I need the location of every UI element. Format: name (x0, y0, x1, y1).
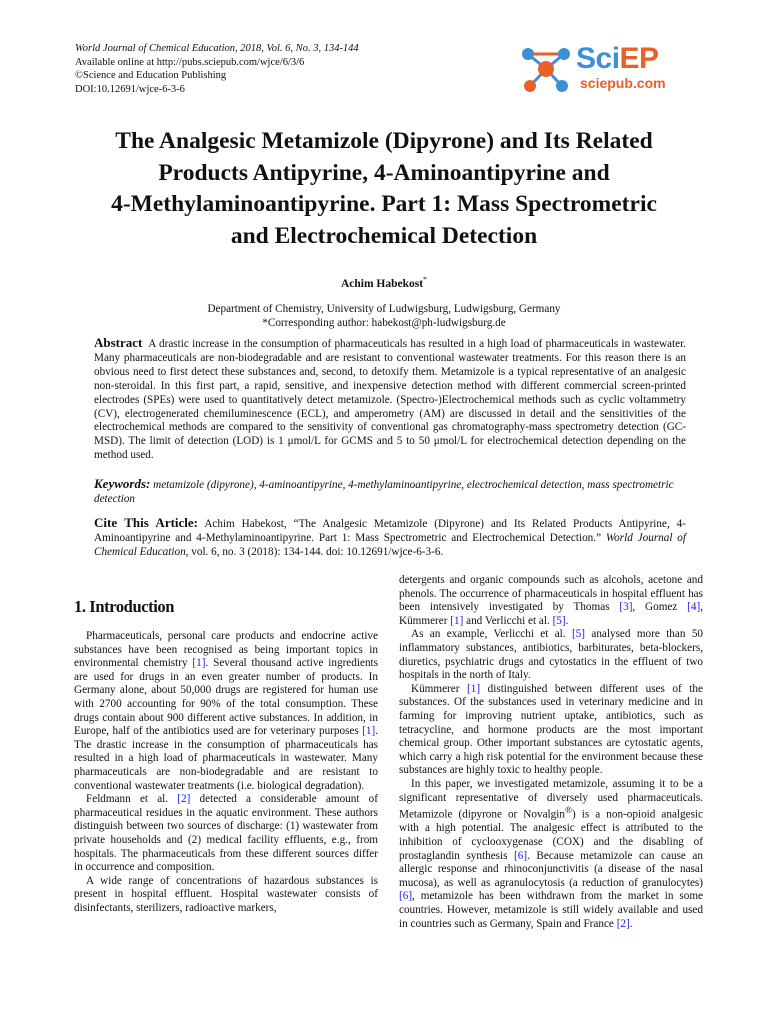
cite-label: Cite This Article: (94, 515, 199, 530)
author-name: Achim Habekost (340, 277, 424, 290)
abstract-label: Abstract (94, 335, 143, 350)
title-line: Products Antipyrine, 4-Aminoantipyrine and (158, 159, 610, 186)
cite-details: , vol. 6, no. 3 (2018): 134-144. doi: 10.12691/wjce-6-3-6. (185, 545, 444, 558)
molecule-icon (518, 42, 574, 96)
citation-link[interactable]: [2] (177, 793, 191, 806)
doi-line[interactable]: DOI:10.12691/wjce-6-3-6 (75, 83, 185, 95)
citation-link[interactable]: [1] (467, 682, 481, 695)
journal-citation: World Journal of Chemical Education, 2018, Vol. 6, No. 3, 134-144 (75, 43, 359, 54)
paragraph: In this paper, we investigated metamizole, assuming it to be a significant representative of diversely used pharmaceuticals. Metamizole (dipyrone or Novalgin®) is a non-opioid analgesic with a high potential. The analgesic effect is attributed to the inhibition of cyclooxygenase (COX) and the disabling of prostaglandin synthesis [6]. Because metamizole can cause an allergic response and rhinoconjunctivitis (a disease of the nasal mucosa), as well as agranulocytosis (a reduction of granulocytes) [6], metamizole has been withdrawn from the market in some countries. However, metamizole is still widely available and used in countries such as Germany, Spain and France [2]. (399, 777, 703, 930)
right-column (399, 574, 703, 931)
citation-link[interactable]: [6] (399, 890, 413, 903)
paragraph: detergents and organic compounds such as alcohols, acetone and phenols. The occurrence of pharmaceuticals in hospital effluent has been intensively investigated by Thomas [3], Gomez [4], Kümmerer [1] and Verlicchi et al. [5]. (399, 574, 703, 627)
title-line: The Analgesic Metamizole (Dipyrone) and Its Related (115, 128, 653, 154)
keywords-label: Keywords: (94, 476, 151, 491)
publisher-line: ©Science and Education Publishing (75, 70, 227, 81)
department: Department of Chemistry, University of Ludwigsburg, Ludwigsburg, Germany (207, 303, 561, 315)
citation-link[interactable]: [3] (619, 601, 633, 614)
online-url[interactable]: Available online at http://pubs.sciepub.com/wjce/6/3/6 (75, 56, 305, 68)
title-line: and Electrochemical Detection (230, 222, 538, 249)
article-title (70, 126, 698, 252)
journal-header (75, 42, 359, 96)
cite-this-article (94, 516, 686, 560)
citation-link[interactable]: [4] (687, 601, 701, 614)
abstract-text: A drastic increase in the consumption of pharmaceuticals has resulted in a high load of pharmaceuticals in wastewater. Many pharmaceuticals are non-biodegradable and are resistant to conventional wastewater treatments. For this reason there is an obvious need to first detect these substances and, second, to detoxify them. Metamizole is a typical representative of an analgesic non-steroidal. In this first part, a rapid, sensitive, and inexpensive detection method with different commercial screen-printed electrodes (SPEs) were used to quantitatively detect metamizole. (Spectro-)Electrochemical methods such as cyclic voltammetry (CV), electrogenerated chemiluminescence (ECL), and amperometry (AM) are discussed in detail and the sensitivities of the electrochemical methods are compared to the sensitivity of conventional gas chromatography-mass spectrometry detection (GC-MSD). The limit of detection (LOD) is 1 μmol/L for GCMS and 5 to 50 μmol/L for electrochemical detection depending on the method used. (94, 338, 686, 462)
citation-link[interactable]: [1] (450, 614, 464, 627)
abstract (94, 336, 686, 463)
citation-link[interactable]: [5] (571, 628, 585, 641)
citation-link[interactable]: [1] (362, 725, 376, 738)
author-line (0, 275, 768, 290)
paragraph: Feldmann et al. [2] detected a considerable amount of pharmaceutical residues in the aquatic environment. These authors distinguish between two sources of discharge: (1) wastewater from private households and (2) medical facility effluents, e.g., from hospitals. The pharmaceuticals from these different sources differ in occurrence and composition. (74, 793, 378, 874)
keywords (94, 477, 686, 507)
paragraph: A wide range of concentrations of hazardous substances is present in hospital effluent. Hospital wastewater consists of disinfectants, sterilizers, radioactive markers, (74, 874, 378, 914)
citation-link[interactable]: [2] (616, 917, 630, 930)
paragraph: As an example, Verlicchi et al. [5] analysed more than 50 inflammatory substances, antibiotics, barbiturates, beta-blockers, diuretics, psychiatric drugs and cytostatics in the effluent of two hospitals in the north of Italy. (399, 628, 704, 682)
title-line: 4-Methylaminoantipyrine. Part 1: Mass Spectrometric (111, 191, 657, 217)
section-heading: 1. Introduction (74, 597, 175, 616)
cite-text: Achim Habekost, “The Analgesic Metamizole (Dipyrone) and Its Related Products Antipyrine, 4-Aminoantipyrine and 4-Methylaminoantipyrine. Part 1: Mass Spectrometric and Electrochemical Detection.” (94, 518, 686, 544)
keywords-text: metamizole (dipyrone), 4-aminoantipyrine, 4-methylaminoantipyrine, electrochemical detection, mass spectrometric detection (94, 479, 674, 505)
cite-journal: World Journal of Chemical Education (94, 531, 687, 558)
sciep-logo[interactable] (518, 44, 693, 94)
paragraph: Pharmaceuticals, personal care products and endocrine active substances have been recognised as being important topics in environmental chemistry [1]. Several thousand active ingredients are used for drugs in an even greater number of products. In Germany alone, about 50,000 drugs are registered for human use with 2700 accounting for 90% of the total consumption. These drugs contain about 900 different active substances. In addition, in Europe, half of the antibiotics used are for veterinary purposes [1]. The drastic increase in the consumption of pharmaceuticals has resulted in a high load of pharmaceuticals in wastewater. Many pharmaceuticals are non-biodegradable and are resistant to conventional wastewater treatments (i.e. biological degradation). (74, 630, 378, 792)
corresponding-author: *Corresponding author: habekost@ph-ludwigsburg.de (262, 317, 506, 329)
left-column (74, 630, 378, 915)
registered-mark: ® (564, 806, 573, 817)
paragraph: Kümmerer [1] distinguished between different uses of the substances. Of the substances used in veterinary medicine and in farming for improving nutrient uptake, antibiotics, such as tetracycline, and hormone products are the most important chemical group. Other important substances are cytostatic agents, which carry a high risk potential for the environment because these substances are highly toxic to healthy people. (399, 682, 703, 777)
logo-url: sciepub.com (580, 75, 666, 91)
citation-link[interactable]: [5] (552, 614, 566, 627)
affiliation (0, 302, 768, 330)
logo-wordmark: SciEP (576, 42, 659, 75)
author-mark: * (423, 275, 428, 284)
citation-link[interactable]: [6] (514, 849, 528, 862)
citation-link[interactable]: [1] (192, 657, 206, 670)
